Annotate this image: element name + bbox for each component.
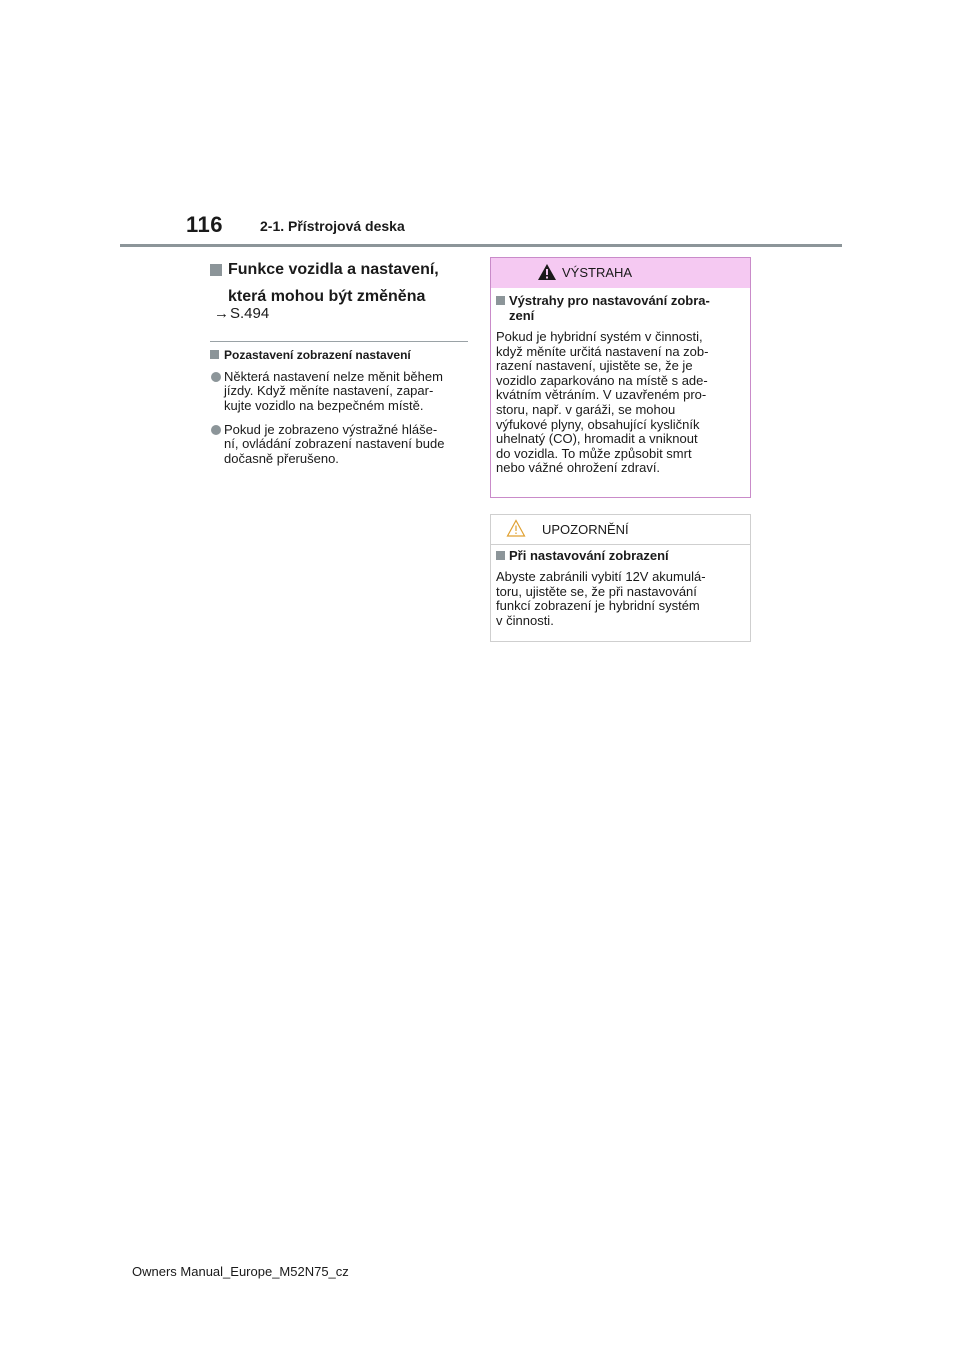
bullet-line: kujte vozidlo na bezpečném místě.	[224, 397, 424, 413]
bullet-line: Pokud je zobrazeno výstražné hláše-	[224, 422, 438, 437]
caution-body-line: toru, ujistěte se, že při nastavování	[496, 583, 697, 599]
warning-body-line: vozidlo zaparkováno na místě s ade-	[496, 372, 708, 388]
warning-label: VÝSTRAHA	[562, 265, 633, 280]
header-rule	[120, 244, 842, 247]
warning-body-line: uhelnatý (CO), hromadit a vniknout	[496, 431, 698, 447]
bullet-item	[210, 423, 470, 466]
warning-subheading-line: Výstrahy pro nastavování zobra-	[509, 293, 710, 308]
caution-subheading-text: Při nastavování zobrazení	[509, 548, 669, 563]
heading-square-icon	[210, 264, 222, 276]
warning-body-line: výfukové plyny, obsahující kysličník	[496, 416, 700, 432]
warning-subheading	[496, 294, 741, 323]
bullet-item	[210, 370, 470, 413]
caution-header	[491, 515, 750, 545]
caution-subheading	[496, 549, 741, 564]
warning-subheading-line: zení	[509, 307, 535, 323]
warning-box	[490, 257, 751, 498]
caution-box	[490, 514, 751, 642]
caution-triangle-icon	[506, 519, 526, 537]
warning-body-line: storu, např. v garáži, se mohou	[496, 401, 676, 417]
warning-body	[496, 330, 741, 476]
main-heading-line1: Funkce vozidla a nastavení,	[228, 261, 439, 278]
main-heading-line2: která mohou být změněna	[228, 288, 426, 305]
page-number: 116	[186, 212, 223, 237]
warning-body-line: razení nastavení, ujistěte se, že je	[496, 358, 693, 374]
caution-body-line: Abyste zabránili vybití 12V akumulá-	[496, 569, 706, 584]
warning-square-icon	[496, 296, 505, 305]
bullet-dot-icon	[211, 425, 221, 435]
caution-label: UPOZORNĚNÍ	[542, 522, 629, 537]
bullet-line: ní, ovládání zobrazení nastavení bude	[224, 436, 445, 452]
warning-body-line: Pokud je hybridní systém v činnosti,	[496, 329, 703, 344]
page-reference-text: S.494	[230, 305, 270, 322]
page-reference[interactable]	[214, 305, 269, 322]
bullet-line: dočasně přerušeno.	[224, 450, 339, 466]
bullet-dot-icon	[211, 372, 221, 382]
subheading-text: Pozastavení zobrazení nastavení	[224, 348, 411, 362]
warning-body-line: kvátním větráním. V uzavřeném pro-	[496, 387, 707, 403]
arrow-right-icon: →	[214, 305, 229, 322]
main-heading	[210, 256, 470, 310]
section-divider	[210, 341, 468, 342]
warning-triangle-icon	[537, 263, 557, 281]
subheading-square-icon	[210, 350, 219, 359]
warning-body-line: když měníte určitá nastavení na zob-	[496, 343, 709, 359]
caution-square-icon	[496, 551, 505, 560]
bullet-line: Některá nastavení nelze měnit během	[224, 369, 443, 384]
warning-header	[491, 258, 750, 288]
caution-body	[496, 570, 741, 628]
caution-body-line: funkcí zobrazení je hybridní systém	[496, 598, 700, 614]
warning-body-line: do vozidla. To může způsobit smrt	[496, 445, 692, 461]
warning-body-line: nebo vážné ohrožení zdraví.	[496, 460, 661, 476]
caution-body-line: v činnosti.	[496, 612, 554, 628]
subheading	[210, 348, 411, 362]
section-title: 2-1. Přístrojová deska	[260, 218, 405, 234]
footer-text: Owners Manual_Europe_M52N75_cz	[132, 1264, 349, 1279]
bullet-line: jízdy. Když měníte nastavení, zapar-	[224, 383, 434, 399]
